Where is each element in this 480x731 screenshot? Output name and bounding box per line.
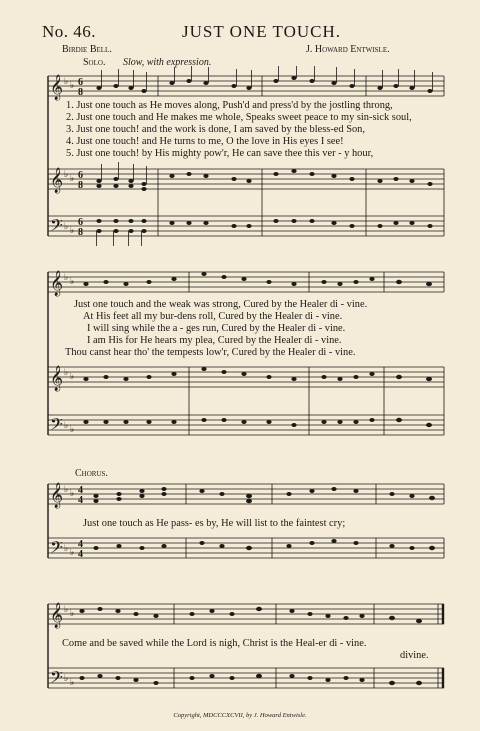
harmony-notes-2 bbox=[83, 367, 432, 427]
svg-text:8: 8 bbox=[78, 87, 83, 98]
svg-text:♭: ♭ bbox=[64, 169, 69, 179]
svg-text:♭: ♭ bbox=[70, 424, 75, 434]
svg-text:𝄞: 𝄞 bbox=[50, 271, 64, 296]
svg-text:♭: ♭ bbox=[70, 276, 75, 286]
svg-text:𝄞: 𝄞 bbox=[50, 168, 64, 193]
composer-credit: J. Howard Entwisle. bbox=[306, 44, 390, 55]
svg-text:4: 4 bbox=[78, 485, 83, 496]
verse-1: 1. Just one touch as He moves along, Push'd and press'd by the jostling throng, bbox=[66, 100, 393, 111]
svg-text:𝄞: 𝄞 bbox=[50, 603, 64, 628]
svg-text:𝄞: 𝄞 bbox=[50, 366, 64, 391]
refrain-5: Thou canst hear tho' the tempests low'r, Cured by the Healer di - vine. bbox=[65, 347, 356, 358]
svg-text:♭: ♭ bbox=[64, 76, 69, 86]
svg-text:𝄢: 𝄢 bbox=[50, 215, 63, 239]
svg-text:♭: ♭ bbox=[70, 371, 75, 381]
svg-text:4: 4 bbox=[78, 495, 83, 506]
svg-text:♭: ♭ bbox=[64, 484, 69, 494]
refrain-3: I will sing while the a - ges run, Cured by the Healer di - vine. bbox=[87, 323, 346, 334]
svg-text:6: 6 bbox=[78, 77, 83, 88]
svg-text:𝄞: 𝄞 bbox=[50, 75, 64, 100]
verse-2: 2. Just one touch and He makes me whole, Speaks sweet peace to my sin-sick soul, bbox=[66, 112, 412, 123]
refrain-2: At His feet all my bur-dens roll, Cured by the Healer di - vine. bbox=[83, 311, 343, 322]
svg-text:8: 8 bbox=[78, 227, 83, 238]
hymn-title: JUST ONE TOUCH. bbox=[182, 22, 342, 41]
copyright-notice: Copyright, MDCCCXCVII, by J. Howard Entwisle. bbox=[173, 712, 307, 719]
svg-text:♭: ♭ bbox=[64, 420, 69, 430]
svg-text:𝄢: 𝄢 bbox=[50, 537, 63, 561]
solo-label: Solo. bbox=[83, 57, 106, 68]
svg-text:♭: ♭ bbox=[64, 367, 69, 377]
svg-text:♭: ♭ bbox=[64, 272, 69, 282]
verse-5: 5. Just one touch! by His mighty pow'r, He can save thee this ver - y hour, bbox=[66, 148, 374, 159]
chorus-divine: divine. bbox=[400, 650, 429, 661]
svg-text:♭: ♭ bbox=[70, 547, 75, 557]
hymn-number: No. 46. bbox=[42, 22, 97, 41]
svg-text:♭: ♭ bbox=[70, 173, 75, 183]
svg-text:𝄢: 𝄢 bbox=[50, 667, 63, 691]
verse-4: 4. Just one touch! and He turns to me, O the love in His eyes I see! bbox=[66, 136, 344, 147]
chorus-label: Chorus. bbox=[75, 468, 108, 479]
svg-text:♭: ♭ bbox=[70, 488, 75, 498]
svg-text:4: 4 bbox=[78, 549, 83, 560]
verse-3: 3. Just one touch! and the work is done, I am saved by the bless-ed Son, bbox=[66, 124, 365, 135]
svg-text:♭: ♭ bbox=[64, 604, 69, 614]
author-credit: Birdie Bell. bbox=[62, 44, 112, 55]
svg-text:𝄢: 𝄢 bbox=[50, 414, 63, 438]
svg-text:6: 6 bbox=[78, 170, 83, 181]
chorus-line-2: Come and be saved while the Lord is nigh, Christ is the Heal-er di - vine. bbox=[62, 638, 367, 649]
svg-text:𝄞: 𝄞 bbox=[50, 483, 64, 508]
svg-text:8: 8 bbox=[78, 180, 83, 191]
svg-text:♭: ♭ bbox=[70, 225, 75, 235]
refrain-1: Just one touch and the weak was strong, Cured by the Healer di - vine. bbox=[74, 299, 368, 310]
svg-text:♭: ♭ bbox=[64, 221, 69, 231]
svg-text:♭: ♭ bbox=[64, 543, 69, 553]
tempo-marking: Slow, with expression. bbox=[123, 57, 212, 68]
melody-notes-2 bbox=[83, 272, 432, 286]
svg-text:♭: ♭ bbox=[70, 80, 75, 90]
svg-text:4: 4 bbox=[78, 539, 83, 550]
chorus-line-1: Just one touch as He pass- es by, He will list to the faintest cry; bbox=[83, 518, 346, 529]
svg-text:♭: ♭ bbox=[70, 608, 75, 618]
refrain-4: I am His for He hears my plea, Cured by the Healer di - vine. bbox=[87, 335, 342, 346]
svg-text:♭: ♭ bbox=[64, 673, 69, 683]
svg-text:♭: ♭ bbox=[70, 677, 75, 687]
svg-text:6: 6 bbox=[78, 217, 83, 228]
